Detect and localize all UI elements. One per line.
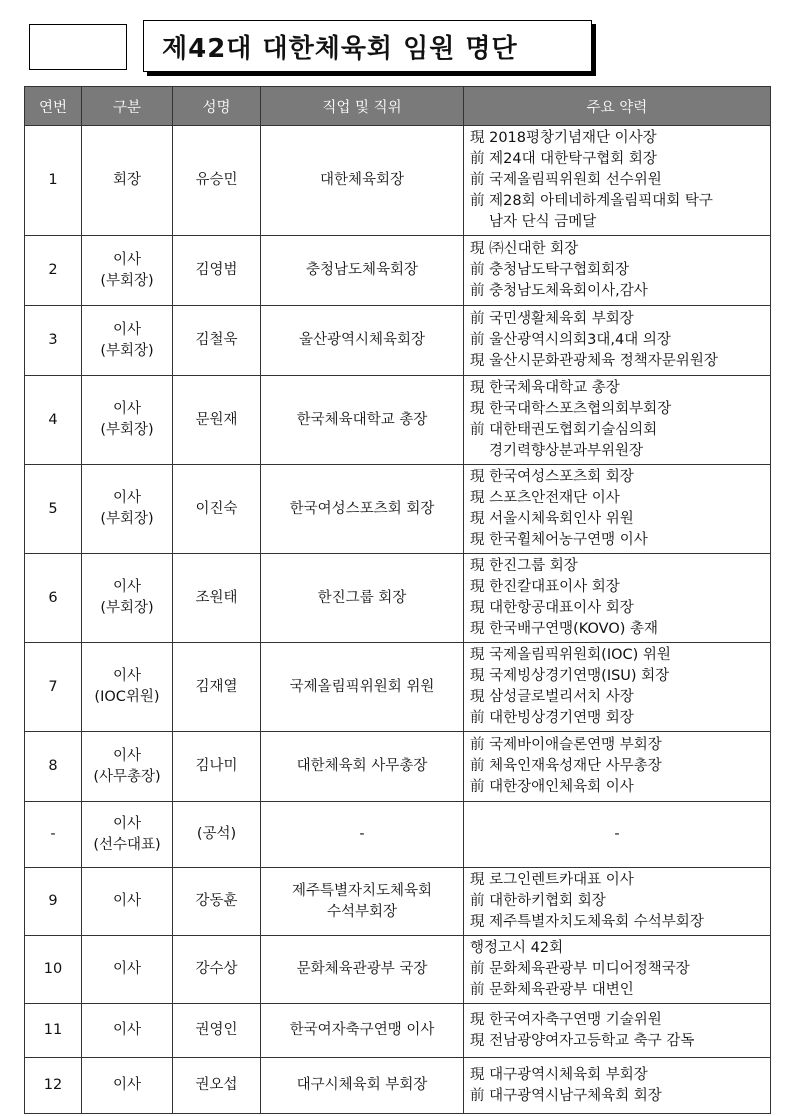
career-line: 前 문화체육관광부 대변인 xyxy=(470,982,634,998)
cell-name: 조원태 xyxy=(173,554,261,643)
cell-no: - xyxy=(25,802,82,868)
page-title: 제42대 대한체육회 임원 명단 xyxy=(162,33,518,64)
category-sublabel: (사무총장) xyxy=(93,768,161,785)
position-label: 충청남도체육회장 xyxy=(305,262,419,278)
career-line: 現 국제올림픽위원회(IOC) 위원 xyxy=(470,647,671,663)
header-position: 직업 및 직위 xyxy=(261,87,464,126)
cell-position xyxy=(261,868,464,936)
table-row xyxy=(25,936,771,1004)
cell-position xyxy=(261,306,464,376)
category-label: 이사 xyxy=(112,251,141,268)
category-label: 이사 xyxy=(112,579,141,595)
cell-position xyxy=(261,465,464,554)
cell-position xyxy=(261,802,464,868)
category-sublabel: (부회장) xyxy=(100,422,154,438)
career-line: 現 한진그룹 회장 xyxy=(470,558,578,574)
table-row xyxy=(25,376,771,465)
officers-table xyxy=(24,86,771,1114)
blank-label-box xyxy=(29,24,127,70)
cell-name: (공석) xyxy=(173,802,261,868)
cell-career xyxy=(464,802,771,868)
category-label: 회장 xyxy=(112,172,141,188)
category-label: 이사 xyxy=(112,401,141,417)
cell-no: 3 xyxy=(25,306,82,376)
career-line: 現 로그인렌트카대표 이사 xyxy=(470,872,634,888)
cell-category xyxy=(82,732,173,802)
cell-no: 6 xyxy=(25,554,82,643)
cell-position xyxy=(261,1004,464,1058)
cell-career xyxy=(464,236,771,306)
cell-category xyxy=(82,126,173,236)
cell-no: 1 xyxy=(25,126,82,236)
header-career: 주요 약력 xyxy=(464,87,771,126)
career-line: 행정고시 42회 xyxy=(470,940,564,956)
table-row xyxy=(25,732,771,802)
career-line: 前 국제올림픽위원회 선수위원 xyxy=(470,172,662,188)
cell-career xyxy=(464,643,771,732)
table-row xyxy=(25,1058,771,1114)
career-line: 前 대한하키협회 회장 xyxy=(470,893,606,909)
career-line: 前 대한태권도협회기술심의회 xyxy=(470,422,658,438)
career-line: 前 국제바이애슬론연맹 부회장 xyxy=(470,737,662,753)
cell-name: 강동훈 xyxy=(173,868,261,936)
career-line: 前 울산광역시의회3대,4대 의장 xyxy=(470,332,671,348)
career-line: 現 스포츠안전재단 이사 xyxy=(470,490,620,506)
cell-position xyxy=(261,643,464,732)
header-name: 성명 xyxy=(173,87,261,126)
category-label: 이사 xyxy=(112,321,141,338)
cell-career xyxy=(464,732,771,802)
career-line: 前 체육인재육성재단 사무총장 xyxy=(470,758,662,774)
category-label: 이사 xyxy=(112,815,141,832)
cell-career xyxy=(464,1058,771,1114)
career-line: - xyxy=(614,826,620,842)
position-label: 울산광역시체육회장 xyxy=(298,332,426,348)
cell-position xyxy=(261,236,464,306)
cell-category xyxy=(82,936,173,1004)
table-row xyxy=(25,236,771,306)
category-label: 이사 xyxy=(112,1077,141,1093)
cell-name: 강수상 xyxy=(173,936,261,1004)
cell-category xyxy=(82,236,173,306)
cell-position xyxy=(261,554,464,643)
career-line: 前 대한장애인체육회 이사 xyxy=(470,779,634,795)
category-label: 이사 xyxy=(112,747,141,764)
career-line: 現 2018평창기념재단 이사장 xyxy=(470,130,657,146)
career-line: 現 ㈜신대한 회장 xyxy=(470,241,579,257)
position-label: 대한체육회장 xyxy=(319,172,405,188)
cell-category xyxy=(82,465,173,554)
cell-category xyxy=(82,376,173,465)
career-line: 前 대한빙상경기연맹 회장 xyxy=(470,710,634,726)
position-label: 제주특별자치도체육회 xyxy=(291,882,433,899)
cell-name: 유승민 xyxy=(173,126,261,236)
career-line: 前 제28회 아테네하계올림픽대회 탁구 xyxy=(470,193,713,209)
cell-no: 7 xyxy=(25,643,82,732)
career-line: 現 대한항공대표이사 회장 xyxy=(470,600,634,616)
career-line: 前 제24대 대한탁구협회 회장 xyxy=(470,151,657,167)
career-line: 現 제주특별자치도체육회 수석부회장 xyxy=(470,914,704,930)
category-sublabel: (선수대표) xyxy=(93,836,161,853)
career-line: 現 한국대학스포츠협의회부회장 xyxy=(470,401,672,417)
table-row xyxy=(25,465,771,554)
career-line: 現 국제빙상경기연맹(ISU) 회장 xyxy=(470,668,670,684)
table-body xyxy=(25,126,771,1114)
cell-position xyxy=(261,732,464,802)
table-row xyxy=(25,802,771,868)
cell-no: 12 xyxy=(25,1058,82,1114)
cell-no: 11 xyxy=(25,1004,82,1058)
cell-career xyxy=(464,936,771,1004)
cell-category xyxy=(82,802,173,868)
category-label: 이사 xyxy=(112,893,141,909)
career-line: 現 한국여자축구연맹 기술위원 xyxy=(470,1011,662,1028)
category-sublabel: (부회장) xyxy=(100,272,154,289)
category-sublabel: (부회장) xyxy=(100,600,154,616)
cell-career xyxy=(464,376,771,465)
cell-name: 김영범 xyxy=(173,236,261,306)
cell-career xyxy=(464,465,771,554)
table-row xyxy=(25,554,771,643)
career-line: 경기력향상분과부위원장 xyxy=(489,443,644,459)
position-label: 문화체육관광부 국장 xyxy=(296,961,428,977)
category-label: 이사 xyxy=(112,961,141,977)
cell-name: 이진숙 xyxy=(173,465,261,554)
table-row xyxy=(25,643,771,732)
position-label: 한국여자축구연맹 이사 xyxy=(289,1022,435,1038)
cell-no: 9 xyxy=(25,868,82,936)
cell-name: 권영인 xyxy=(173,1004,261,1058)
category-sublabel: (IOC위원) xyxy=(94,689,160,705)
cell-position xyxy=(261,376,464,465)
table-row xyxy=(25,868,771,936)
cell-category xyxy=(82,643,173,732)
career-line: 現 한국휠체어농구연맹 이사 xyxy=(470,532,648,548)
career-line: 現 전남광양여자고등학교 축구 감독 xyxy=(470,1032,695,1049)
cell-career xyxy=(464,554,771,643)
table-row xyxy=(25,1004,771,1058)
cell-category xyxy=(82,306,173,376)
position-label: 한국체육대학교 총장 xyxy=(296,411,428,428)
cell-category xyxy=(82,554,173,643)
position-label: - xyxy=(359,826,365,842)
career-line: 現 한진칼대표이사 회장 xyxy=(470,579,620,595)
category-sublabel: (부회장) xyxy=(100,342,154,359)
cell-no: 2 xyxy=(25,236,82,306)
cell-name: 문원재 xyxy=(173,376,261,465)
career-line: 現 울산시문화관광체육 정책자문위원장 xyxy=(470,353,718,369)
header-category: 구분 xyxy=(82,87,173,126)
category-sublabel: (부회장) xyxy=(100,511,154,527)
career-line: 前 충청남도체육회이사,감사 xyxy=(470,283,648,299)
category-label: 이사 xyxy=(112,668,141,684)
table-row xyxy=(25,306,771,376)
table-row xyxy=(25,126,771,236)
position-label: 대구시체육회 부회장 xyxy=(296,1077,428,1093)
cell-name: 권오섭 xyxy=(173,1058,261,1114)
header-no: 연번 xyxy=(25,87,82,126)
cell-category xyxy=(82,1058,173,1114)
position-sublabel: 수석부회장 xyxy=(326,903,398,920)
cell-career xyxy=(464,126,771,236)
cell-no: 10 xyxy=(25,936,82,1004)
position-label: 대한체육회 사무총장 xyxy=(296,758,428,774)
cell-no: 8 xyxy=(25,732,82,802)
career-line: 現 대구광역시체육회 부회장 xyxy=(470,1066,648,1083)
career-line: 남자 단식 금메달 xyxy=(489,214,597,230)
career-line: 前 대구광역시남구체육회 회장 xyxy=(470,1087,662,1104)
position-label: 한진그룹 회장 xyxy=(317,589,407,606)
title-box xyxy=(143,20,592,72)
career-line: 現 한국배구연맹(KOVO) 총재 xyxy=(470,621,659,637)
cell-career xyxy=(464,868,771,936)
cell-no: 5 xyxy=(25,465,82,554)
career-line: 前 문화체육관광부 미디어정책국장 xyxy=(470,961,690,977)
category-label: 이사 xyxy=(112,490,141,506)
position-label: 한국여성스포츠회 회장 xyxy=(289,500,435,517)
cell-career xyxy=(464,1004,771,1058)
cell-category xyxy=(82,1004,173,1058)
cell-position xyxy=(261,126,464,236)
career-line: 現 삼성글로벌리서치 사장 xyxy=(470,689,634,705)
cell-category xyxy=(82,868,173,936)
cell-position xyxy=(261,936,464,1004)
cell-no: 4 xyxy=(25,376,82,465)
category-label: 이사 xyxy=(112,1022,141,1038)
position-label: 국제올림픽위원회 위원 xyxy=(289,678,435,695)
career-line: 前 국민생활체육회 부회장 xyxy=(470,311,634,327)
table-header-row xyxy=(25,87,771,126)
cell-position xyxy=(261,1058,464,1114)
cell-career xyxy=(464,306,771,376)
cell-name: 김나미 xyxy=(173,732,261,802)
career-line: 前 충청남도탁구협회회장 xyxy=(470,262,630,278)
career-line: 現 서울시체육회인사 위원 xyxy=(470,511,634,527)
career-line: 現 한국체육대학교 총장 xyxy=(470,380,620,396)
cell-name: 김재열 xyxy=(173,643,261,732)
cell-name: 김철욱 xyxy=(173,306,261,376)
career-line: 現 한국여성스포츠회 회장 xyxy=(470,469,634,485)
